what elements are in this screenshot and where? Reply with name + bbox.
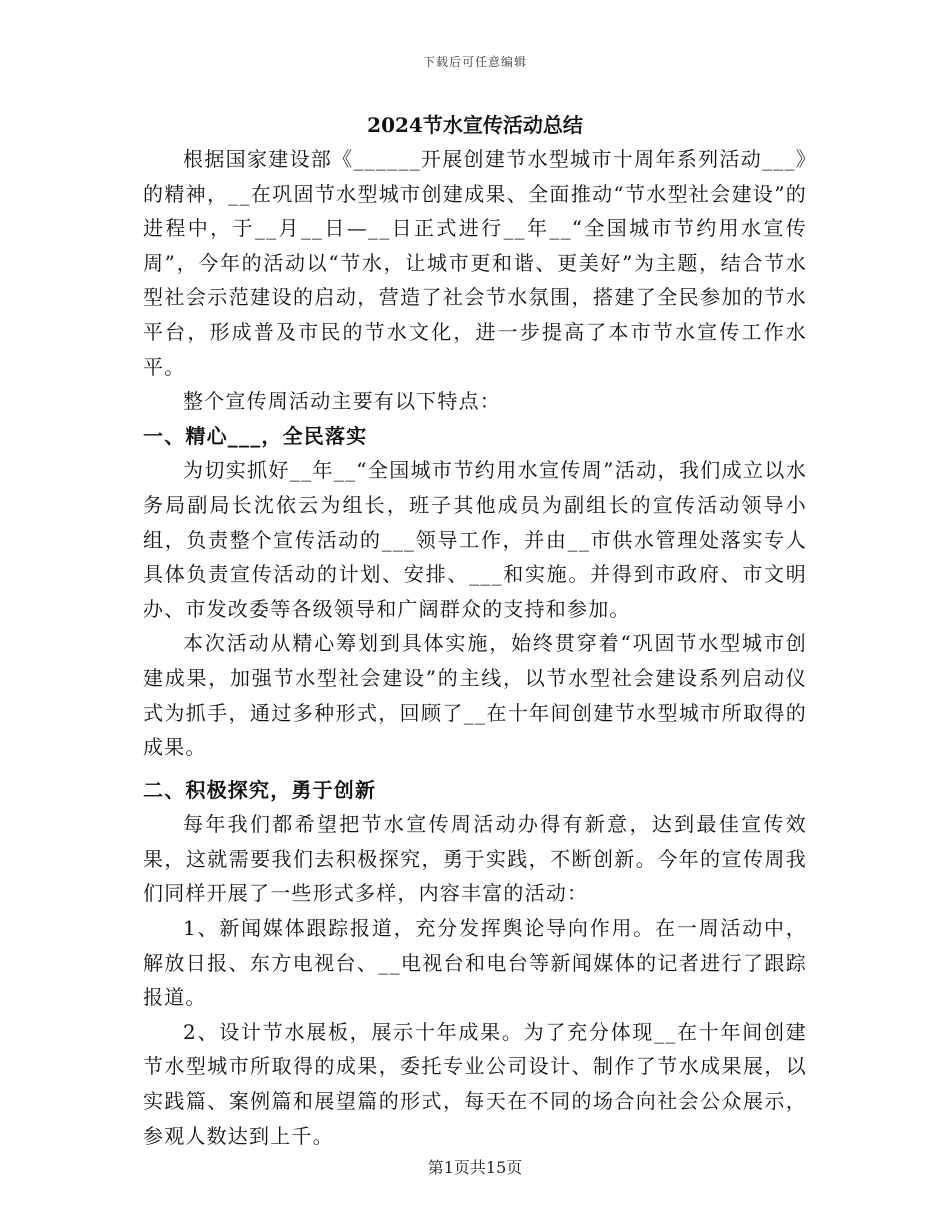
paragraph-organization: 为切实抓好__年__“全国城市节约用水宣传周”活动，我们成立以水务局副局长沈依云为组长，班子其他成员为副组长的宣传活动领导小组，负责整个宣传活动的___领导工作，并由__市供水管理处落实专人具体负责宣传活动的计划、安排、___和实施。并得到市政府、市文明办、市发改委等各级领导和广阔群众的支持和参加。 <box>143 458 807 621</box>
header-note: 下载后可任意编辑 <box>422 55 527 69</box>
page-footer: 第1页共15页 <box>427 1158 523 1177</box>
paragraph-media: 1、新闻媒体跟踪报道，充分发挥舆论导向作用。在一周活动中，解放日报、东方电视台、__电视台和电台等新闻媒体的记者进行了跟踪报道。 <box>143 916 807 1010</box>
section-heading-2: 二、积极探究，勇于创新 <box>143 777 377 802</box>
document-body <box>143 108 807 1153</box>
paragraph-features-lead: 整个宣传周活动主要有以下特点： <box>183 389 501 414</box>
paragraph-mainline: 本次活动从精心筹划到具体实施，始终贯穿着“巩固节水型城市创建成果，加强节水型社会建设”的主线，以节水型社会建设系列启动仪式为抓手，通过多种形式，回顾了__在十年间创建节水型城市所取得的成果。 <box>143 631 807 760</box>
paragraph-exhibition: 2、设计节水展板，展示十年成果。为了充分体现__在十年间创建节水型城市所取得的成果，委托专业公司设计、制作了节水成果展，以实践篇、案例篇和展望篇的形式，每天在不同的场合向社会公众展示，参观人数达到上千。 <box>143 1019 807 1148</box>
paragraph-innovation: 每年我们都希望把节水宣传周活动办得有新意，达到最佳宣传效果，这就需要我们去积极探究，勇于实践，不断创新。今年的宣传周我们同样开展了一些形式多样，内容丰富的活动： <box>143 812 807 906</box>
paragraph-intro: 根据国家建设部《______开展创建节水型城市十周年系列活动___》的精神，__在巩固节水型城市创建成果、全面推动“节水型社会建设”的进程中，于__月__日—__日正式进行__年__“全国城市节约用水宣传周”，今年的活动以“节水，让城市更和谐、更美好”为主题，结合节水型社会示范建设的启动，营造了社会节水氛围，搭建了全民参加的节水平台，形成普及市民的节水文化，进一步提高了本市节水宣传工作水平。 <box>143 147 807 379</box>
spacer <box>143 765 807 773</box>
document-title: 2024节水宣传活动总结 <box>367 113 583 137</box>
section-heading-1: 一、精心___，全民落实 <box>143 423 368 448</box>
